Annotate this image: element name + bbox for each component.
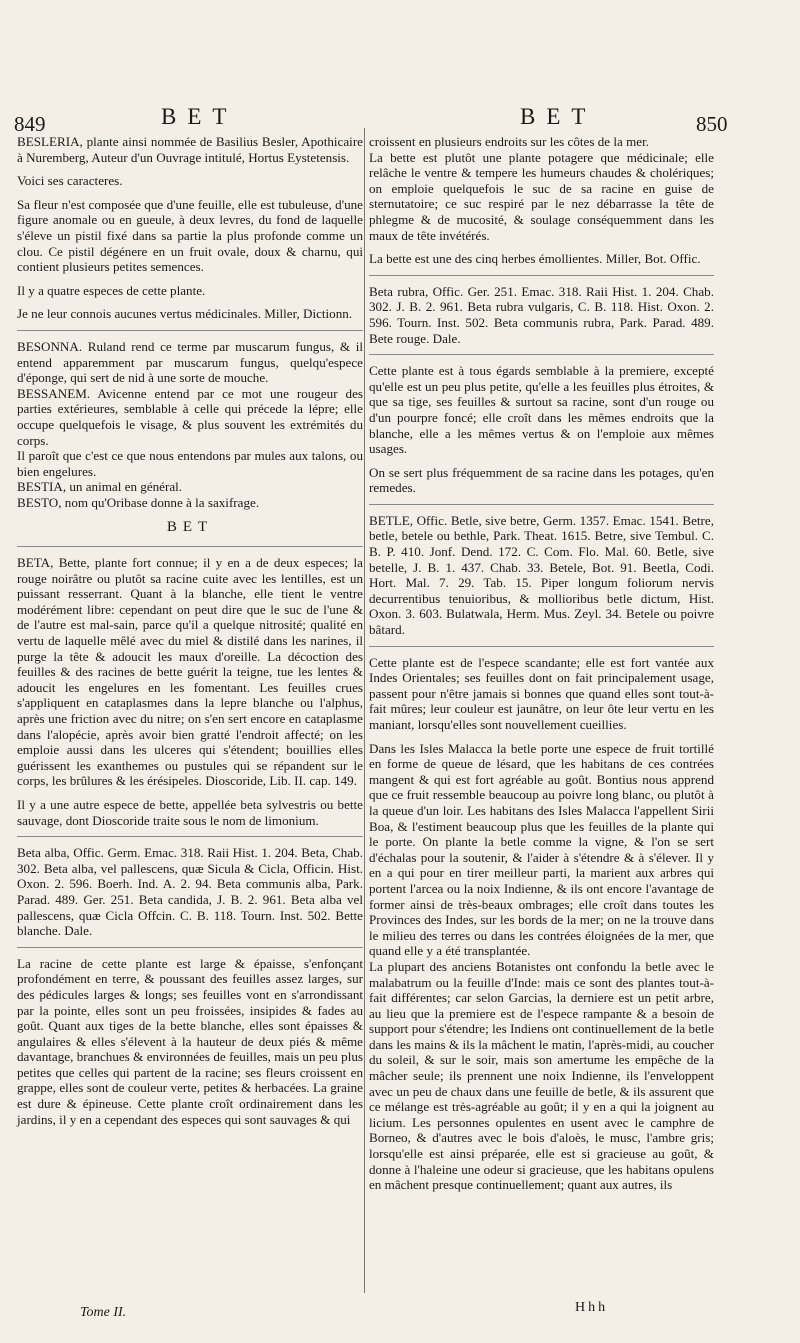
- section-subhead: BET: [166, 519, 214, 536]
- entry-besto: BESTO, nom qu'Oribase donne à la saxifrage.: [17, 494, 260, 510]
- right-page-number: 850: [696, 112, 728, 136]
- column-divider: [364, 128, 365, 1293]
- left-running-head: BET: [161, 104, 238, 129]
- paragraph-vertus: Je ne leur connois aucunes vertus médicinales. Miller, Dictionn.: [17, 306, 353, 322]
- tome-label: Tome II.: [80, 1305, 127, 1320]
- paragraph-continuation: croissent en plusieurs endroits sur les côtes de la mer.: [369, 134, 649, 149]
- signature-mark: Hhh: [575, 1300, 609, 1315]
- entry-bestia: BESTIA, un animal en général.: [17, 479, 183, 495]
- separator-rule: [17, 546, 363, 547]
- separator-rule: [17, 330, 363, 331]
- paragraph-botanistes: La plupart des anciens Botanistes ont confondu la betle avec le malabatrum ou la feuille d'Inde: mais ce sont des plantes tout-à-fait différentes; car selon Garcias, la derniere est un petit arbre, au lieu que la premiere est de l'espece rampante & a besoin de support pour s'étendre; les Indiens ont continuellement de la betle dans les mains & ils la mâchent le matin, l'après-midi, au coucher du soleil, & sur le soir, mais son amertume les empêche de la mâcher seule; ils prennent une noix Indienne, ils l'enveloppent avec un peu de chaux dans une feuille de betle, & ils assurent que ce mélange est très-agréable au goût; il y en a qui la joignent au licium. Les personnes opulentes en usent avec le camphre de Borneo, & d'autres avec le bois d'aloès, le musc, l'ambre gris; lorsqu'elle est ainsi préparée, elle est si gracieuse au goût, & donne à l'haleine une odeur si gracieuse, que les habitans opulens en mâchent presque continuellement; quant aux autres, ils: [369, 958, 714, 1193]
- entry-betle: BETLE, Offic. Betle, sive betre, Germ. 1357. Emac. 1541. Betre, betle, betele ou bethle, Park. Theat. 1615. Betre, sive Tembul. C. B. P. 410. Jonf. Dend. 172. C. Com. Flo. Mal. 60. Betle, sive betelle, J. B. 1. 437. Chab. 33. Betele, Bot. 91. Beetla, Codi. Hort. Mal. 7. 29. Tab. 15. Piper longum foliorum nervis decurrentibus tenuioribus, & mollioribus betle dictum, Hist. Oxon. 3. 603. Bulatwala, Herm. Mus. Zeyl. 34. Betele ou poivre bâtard.: [369, 512, 714, 638]
- separator-rule: [17, 947, 363, 948]
- paragraph-autre-espece: Il y a une autre espece de bette, appellée beta sylvestris ou bette sauvage, dont Dioscoride traite sous le nom de limonium.: [17, 796, 363, 828]
- left-page-number: 849: [14, 112, 46, 136]
- paragraph-emollientes: La bette est une des cinq herbes émollientes. Miller, Bot. Offic.: [369, 251, 701, 267]
- right-running-head: BET: [520, 104, 597, 129]
- entry-beta: BETA, Bette, plante fort connue; il y en a de deux especes; la rouge noirâtre ou plutôt sa racine cuite avec les lentilles, est un puissant resserrant. Quant à la blanche, elle tient le ventre modérément libre: cependant on peut dire que le suc de l'une & de l'autre est mal-sain, parce qu'il a quelque nitrosité; qualité en vertu de laquelle mêlé avec du miel & distilé dans les narines, il purge la tête & adoucit les maux d'oreille. La décoction des feuilles & des racines de bette guérit la teigne, tue les lentes & adoucit les engelures en les fomentant. Les feuilles crues s'appliquent en cataplasmes dans la lepre blanche ou l'alphus, après une friction avec du nitre; on s'en sert encore en cataplasme dans l'alopécie, après avoir bien gratté l'endroit affecté; on les emploie aussi dans les ulceres qui s'étendent; bouillies elles guérissent les exanthemes ou pustules qui se répandent sur le corps, les brûlures & les érésipeles. Dioscoride, Lib. II. cap. 149.: [17, 555, 363, 789]
- paragraph-fleur: Sa fleur n'est composée que d'une feuille, elle est tubuleuse, d'une figure anomale ou en gueule, à deux levres, du fond de laquelle s'éleve un pistil fixé dans sa partie la plus profonde comme un clou. Ce pistil dégénere en un fruit ovale, doux & charnu, qui contient plusieurs petites semences.: [17, 196, 363, 275]
- paragraph-potagere: La bette est plutôt une plante potagere que médicinale; elle relâche le ventre & tempere les humeurs chaudes & cholériques; on emploie quelquefois le suc de sa racine en guise de sternutatoire; ce suc respiré par le nez débarrasse la tête de phlegme & de mucosité, & soulage conséquemment dans les maux de tête invétérés.: [369, 149, 714, 243]
- entry-bessanem: BESSANEM. Avicenne entend par ce mot une rougeur des parties extérieures, semblable à celle qui précede la lépre; elle occupe quelquefois le visage, & plus souvent les extrémités du corps.: [17, 385, 363, 448]
- separator-rule: [369, 275, 714, 276]
- paragraph-caracteres: Voici ses caracteres.: [17, 173, 123, 189]
- separator-rule: [17, 836, 363, 837]
- separator-rule: [369, 646, 714, 647]
- entry-besonna: BESONNA. Ruland rend ce terme par muscarum fungus, & il entend apparemment par muscarum fungus, quelqu'espece d'éponge, qui sert de nid à une sorte de mouche.: [17, 338, 363, 386]
- paragraph-malacca: Dans les Isles Malacca la betle porte une espece de fruit tortillé en forme de queue de lésard, que les habitans de ces contrées mangent & qui est fort agréable au goût. Bontius nous apprend que ce fruit ressemble beaucoup au poivre long blanc, ou plutôt à la queue d'un loir. Les habitans des Isles Malacca l'appellent Sirii Boa, & l'estiment beaucoup plus que les feuilles de la plante qui le porte. On plante la betle comme la vigne, & l'on se sert d'échalas pour la soutenir, & l'aider à s'étendre & à s'élever. Il y en a qui pour en tirer meilleur parti, la marient aux arbres qui portent l'arcea ou la noix Indienne, & ils ont encore l'avantage de former ainsi de très-beaux ombrages; elle croît dans toutes les Provinces des Indes, sur les bords de la mer; on ne la trouve dans le milieu des terres ou dans les contrées éloignées de la mer, que quand elle y a été transplantée.: [369, 740, 714, 959]
- paragraph-semblable: Cette plante est à tous égards semblable à la premiere, excepté qu'elle est un peu plus petite, qu'elle a les feuilles plus étroites, & que sa tige, ses feuilles & surtout sa racine, sont d'un rouge ou d'un pourpre foncé; elle croît dans les mêmes endroits que la blanche, elle a les mêmes vertus & on l'emploie aux mêmes usages.: [369, 363, 714, 457]
- separator-rule: [369, 354, 714, 355]
- left-column: [17, 134, 363, 1135]
- separator-rule: [369, 504, 714, 505]
- entry-besleria: BESLERIA, plante ainsi nommée de Basilius Besler, Apothicaire à Nuremberg, Auteur d'un Ouvrage intitulé, Hortus Eystetensis.: [17, 134, 363, 165]
- paragraph-paroit: Il paroît que c'est ce que nous entendons par mules aux talons, ou bien engelures.: [17, 448, 363, 479]
- paragraph-racine: La racine de cette plante est large & épaisse, s'enfonçant profondément en terre, & poussant des feuilles assez larges, sur des pédicules larges & longs; ses feuilles vont en s'arrondissant par la pointe, elles sont un peu froissées, insipides & fades au goût. Quant aux tiges de la bette blanche, elles sont épaisses & angulaires & elles s'élevent à la hauteur de deux piés & même davantage, branchues & environnées de feuilles, mais un peu plus petites que celles qui partent de la racine; ses fleurs croissent en grappe, elles sont de couleur verte, petites & herbacées. La graine est dure & épineuse. Cette plante croît ordinairement dans les jardins, il y en a cependant des especes qui sont sauvages & qui: [17, 955, 363, 1127]
- paragraph-frequemment: On se sert plus fréquemment de sa racine dans les potages, qu'en remedes.: [369, 464, 714, 496]
- entry-beta-rubra: Beta rubra, Offic. Ger. 251. Emac. 318. Raii Hist. 1. 204. Chab. 302. J. B. 2. 961. Beta rubra vulgaris, C. B. 118. Hist. Oxon. 2. 596. Tourn. Inst. 502. Beta communis rubra, Park. Parad. 489. Bete rouge. Dale.: [369, 283, 714, 346]
- paragraph-scandante: Cette plante est de l'espece scandante; elle est fort vantée aux Indes Orientales; ses feuilles dont on fait principalement usage, passent pour n'être jamais si bonnes que quand elles sont tout-à-fait mûres; leur couleur est jaunâtre, on leur ôte leur vertu en les maniant, lorsqu'elles sont nouvellement cueillies.: [369, 654, 714, 732]
- paragraph-especes: Il y a quatre especes de cette plante.: [17, 282, 206, 298]
- entry-beta-alba: Beta alba, Offic. Germ. Emac. 318. Raii Hist. 1. 204. Beta, Chab. 302. Beta alba, vel pallescens, quæ Sicula & Cicla, Officin. Hist. Oxon. 2. 596. Boerh. Ind. A. 2. 94. Beta communis alba, Park. Parad. 489. Ger. 251. Beta candida, J. B. 2. 961. Beta alba vel pallescens, quæ Cicla Offcin. C. B. 118. Tourn. Inst. 502. Bette blanche. Dale.: [17, 845, 363, 939]
- right-column: [369, 134, 714, 1201]
